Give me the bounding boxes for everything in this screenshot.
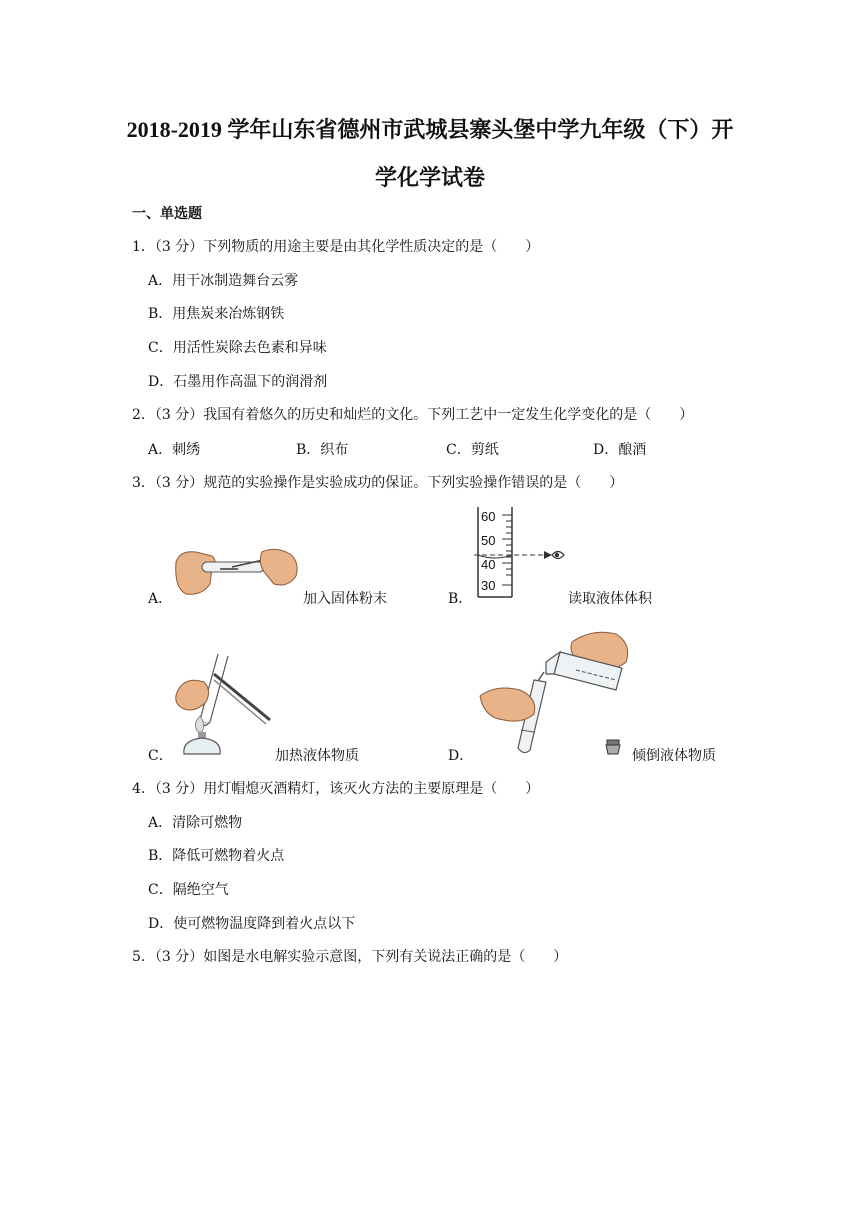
question-3-option-c-letter: C． bbox=[148, 748, 173, 764]
bottle-stopper-icon bbox=[604, 738, 622, 756]
question-2-option-d: D．酿酒 bbox=[593, 442, 647, 458]
question-4-stem: 4．（3 分）用灯帽熄灭酒精灯，该灭火方法的主要原理是（ ） bbox=[132, 781, 540, 797]
question-3-option-a-caption: 加入固体粉末 bbox=[303, 591, 387, 607]
question-1-option-c: C．用活性炭除去色素和异味 bbox=[148, 340, 327, 356]
cylinder-tick-40: 40 bbox=[481, 557, 496, 572]
question-2-option-a: A．刺绣 bbox=[148, 442, 201, 458]
question-1-option-a: A．用干冰制造舞台云雾 bbox=[148, 273, 299, 289]
cylinder-tick-60: 60 bbox=[481, 509, 496, 524]
question-3-option-b-letter: B． bbox=[448, 591, 473, 607]
exam-title-line2: 学化学试卷 bbox=[374, 165, 485, 190]
question-4-option-b: B．降低可燃物着火点 bbox=[148, 848, 285, 864]
question-2-option-c: C．剪纸 bbox=[446, 442, 499, 458]
question-4-option-c: C．隔绝空气 bbox=[148, 882, 229, 898]
question-2-option-b: B．织布 bbox=[296, 442, 349, 458]
question-2-stem: 2．（3 分）我国有着悠久的历史和灿烂的文化。下列工艺中一定发生化学变化的是（ ） bbox=[132, 407, 694, 423]
section-heading: 一、单选题 bbox=[132, 206, 202, 222]
question-3-option-d-caption: 倾倒液体物质 bbox=[632, 748, 716, 764]
question-3-stem: 3．（3 分）规范的实验操作是实验成功的保证。下列实验操作错误的是（ ） bbox=[132, 475, 624, 491]
question-3-option-d-letter: D． bbox=[448, 748, 474, 764]
question-3-option-a-letter: A． bbox=[148, 591, 173, 607]
cylinder-tick-30: 30 bbox=[481, 578, 496, 593]
question-5-stem: 5．（3 分）如图是水电解实验示意图，下列有关说法正确的是（ ） bbox=[132, 949, 568, 965]
question-1-option-b: B．用焦炭来冶炼钢铁 bbox=[148, 306, 285, 322]
question-3-option-b-caption: 读取液体体积 bbox=[568, 591, 652, 607]
pouring-liquid-illustration bbox=[476, 622, 636, 757]
question-1-stem: 1．（3 分）下列物质的用途主要是由其化学性质决定的是（ ） bbox=[132, 239, 540, 255]
question-1-option-d: D．石墨用作高温下的润滑剂 bbox=[148, 374, 328, 390]
adding-powder-illustration bbox=[172, 540, 302, 600]
question-4-option-d: D．使可燃物温度降到着火点以下 bbox=[148, 916, 356, 932]
exam-title-line1: 2018-2019 学年山东省德州市武城县寨头堡中学九年级（下）开 bbox=[126, 117, 734, 142]
cylinder-tick-50: 50 bbox=[481, 533, 496, 548]
question-3-option-c-caption: 加热液体物质 bbox=[275, 748, 359, 764]
question-4-option-a: A．清除可燃物 bbox=[148, 815, 243, 831]
heating-liquid-illustration bbox=[170, 650, 280, 760]
